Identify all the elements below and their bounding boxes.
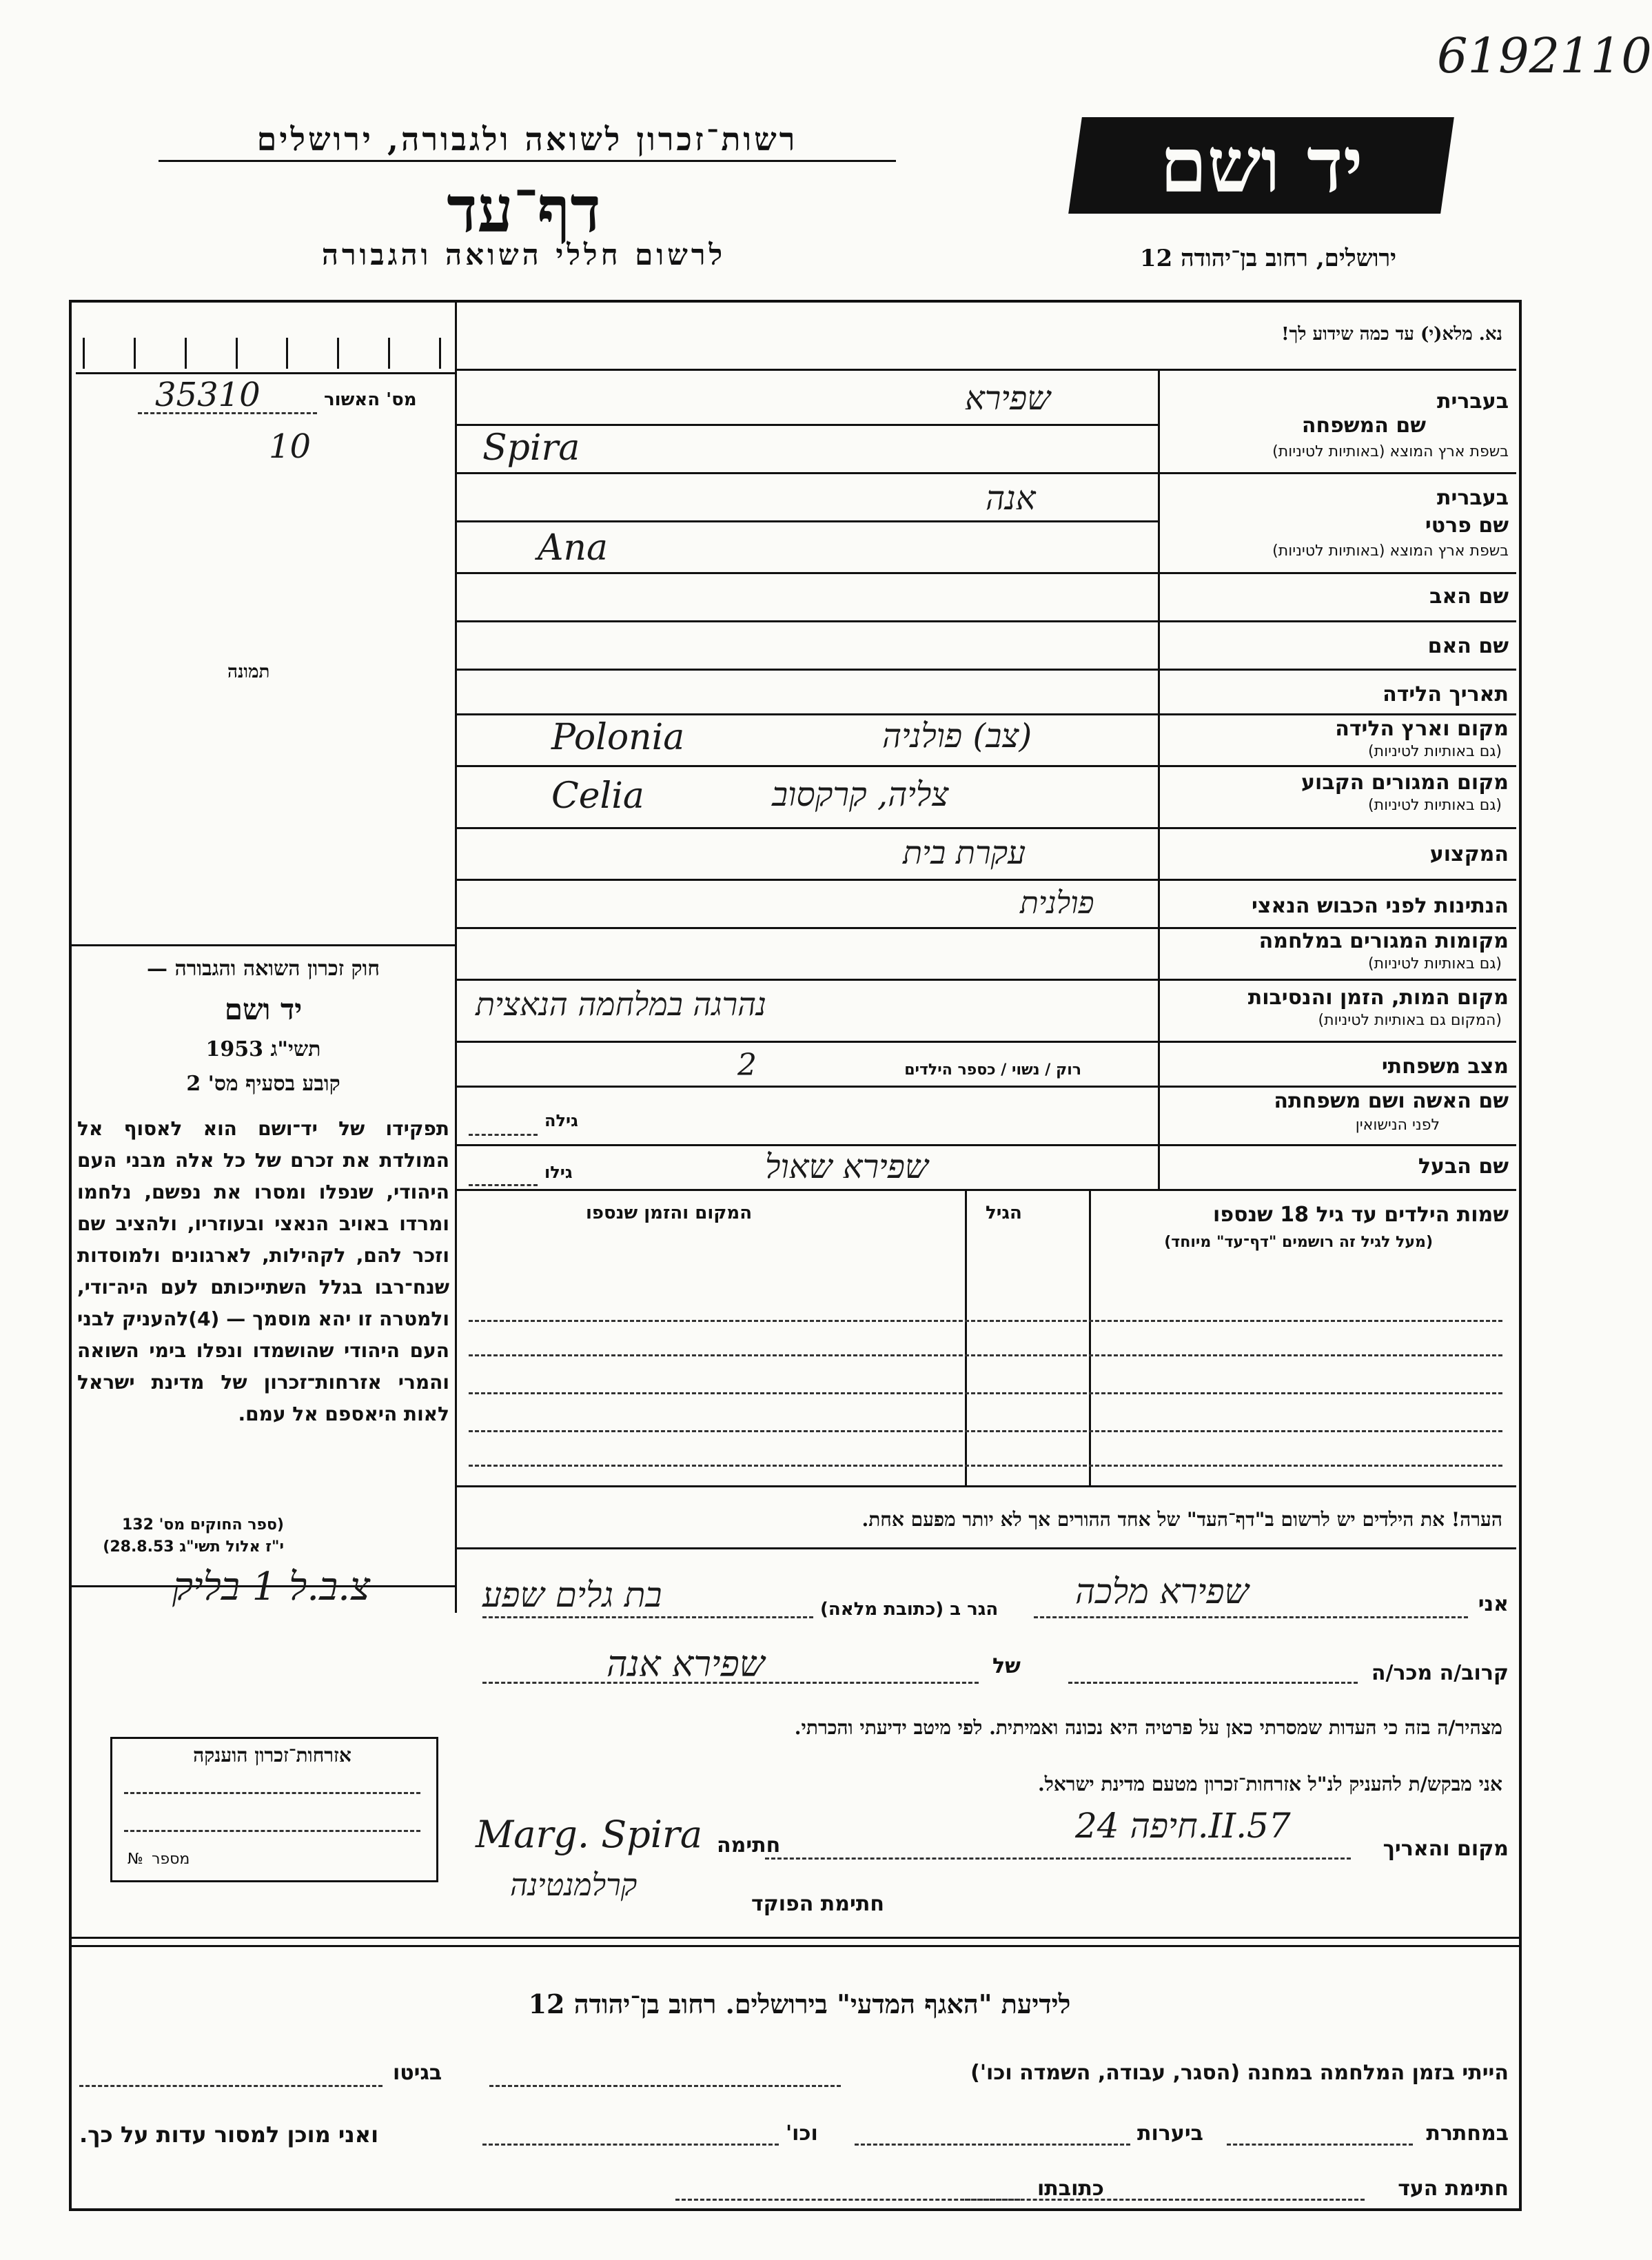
child-row-line xyxy=(469,1465,1502,1467)
field-1-mid xyxy=(455,424,1158,426)
field-8-label: המקצוע xyxy=(1429,842,1509,866)
decl-resides-label: הגר ב (כתובת מלאה) xyxy=(820,1599,999,1620)
left-panel-divider xyxy=(455,300,457,1613)
decl-i-value: שפירא מלכה xyxy=(1075,1571,1249,1611)
field-7-value-latin: Celia xyxy=(551,775,644,817)
law-year: תשי"ג 1953 xyxy=(205,1037,321,1061)
photo-label: תמונה xyxy=(227,662,270,682)
children-col-age: הגיל xyxy=(986,1203,1022,1223)
field-1-tag: בעברית xyxy=(1437,389,1509,414)
registration-label: מס' האשור xyxy=(324,389,417,410)
children-sub: (מעל לגיל זה רושמים "דף־עד" מיוחד) xyxy=(1164,1234,1433,1251)
decl-resides-value: בת גלים שפע xyxy=(482,1575,662,1615)
field-1-sub: בשפת ארץ המוצא (באותיות לטיניות) xyxy=(1272,443,1509,460)
field-2-value-he: אנה xyxy=(986,479,1036,518)
footer-l1-line-2 xyxy=(79,2085,383,2087)
field-11-value: נהרגה במלחמה הנאצית xyxy=(476,986,767,1023)
field-8-value: עקרת בית xyxy=(903,834,1026,871)
field-10-sub: (גם באותיות לטיניות) xyxy=(1368,955,1502,973)
yad-vashem-logo: יד ושם xyxy=(1068,117,1454,214)
decl-officer-value: קרלמנטינה xyxy=(510,1868,638,1903)
footer-l2-a: במחתרת xyxy=(1426,2121,1509,2146)
decl-request: אני מבקש/ת להעניק לנ"ל אזרחות־זכרון מטעם מדינת ישראל. xyxy=(1037,1773,1502,1795)
husband-rule xyxy=(455,1189,1516,1191)
citizenship-line-1 xyxy=(124,1792,420,1794)
husband-age-line xyxy=(469,1184,538,1186)
decl-place-date-value: חיפה 24.II.57 xyxy=(1075,1806,1291,1846)
decl-place-date-label: מקום והאריך xyxy=(1383,1837,1509,1861)
registration-value-2: 10 xyxy=(269,427,312,466)
law-top-rule xyxy=(69,944,456,946)
field-6-sub: (גם באותיות לטיניות) xyxy=(1368,743,1502,760)
footer-l3-a: חתימת העד xyxy=(1398,2177,1509,2201)
field-7-sub: (גם באותיות לטיניות) xyxy=(1368,797,1502,814)
law-title: חוק זכרון השואה והגבורה — xyxy=(147,957,380,981)
field-11-rule xyxy=(455,1041,1516,1043)
children-col-place: המקום והזמן שנספו xyxy=(586,1203,753,1223)
page-title: דף־עד xyxy=(447,172,601,247)
footer-l1-a: הייתי בזמן המלחמה במחנה (הסגר, עבודה, השמדה וכו') xyxy=(970,2061,1509,2085)
field-2-mid xyxy=(455,520,1158,522)
footer-l2-d: ואני מוכן למסור עדות על כך. xyxy=(79,2121,379,2148)
field-13-sub: לפני הנישואין xyxy=(1355,1117,1440,1134)
husband-label: שם הבעל xyxy=(1418,1154,1509,1179)
field-4-label: שם האם xyxy=(1427,634,1509,658)
decl-i-line xyxy=(1034,1616,1468,1618)
decl-signature-label: חתימה xyxy=(717,1833,781,1857)
field-6-value-latin: Polonia xyxy=(551,717,685,758)
intro-text: נא. מלא(י) עד כמה שידוע לך! xyxy=(1281,324,1502,345)
decl-place-date-line xyxy=(765,1857,1351,1860)
authority-heading: רשות־זכרון לשואה ולגבורה, ירושלים xyxy=(256,121,798,158)
field-3-rule xyxy=(455,620,1516,622)
footer-l3-line-2 xyxy=(675,2199,1020,2201)
field-2-value-latin: Ana xyxy=(538,527,609,569)
field-11-sub: (המקום גם באותיות לטיניות) xyxy=(1318,1012,1502,1029)
field-1-value-he: שפירא xyxy=(965,379,1051,418)
field-9-label: הנתינות לפני הכבוש הנאצי xyxy=(1252,894,1509,918)
footer-rule-1 xyxy=(69,1937,1519,1939)
field-3-label: שם האב xyxy=(1429,584,1509,609)
husband-value: שפירא שאול xyxy=(765,1148,928,1186)
field-13-age-line xyxy=(469,1134,538,1136)
decl-of-value: שפירא אנה xyxy=(606,1644,765,1685)
field-8-rule xyxy=(455,879,1516,881)
archive-number: 6192110 xyxy=(1437,28,1652,84)
footer-l2-b: ביערות xyxy=(1137,2121,1203,2146)
decl-resides-line xyxy=(482,1616,813,1618)
decl-signature-value: Marg. Spira xyxy=(476,1813,703,1856)
footer-l1-line-1 xyxy=(489,2085,841,2087)
child-row-line xyxy=(469,1320,1502,1322)
decl-i-label: אני xyxy=(1478,1592,1509,1616)
citizenship-no-symbol: № xyxy=(128,1851,143,1868)
field-7-value-he: צליה, קרקסוב xyxy=(772,775,949,814)
footer-l3-b: כתובתו xyxy=(1037,2177,1104,2201)
field-1-value-latin: Spira xyxy=(482,427,580,469)
field-2-rule xyxy=(455,572,1516,574)
field-13-rule xyxy=(455,1144,1516,1146)
field-13-age-label: גילה xyxy=(544,1111,578,1130)
footer-l2-line-3 xyxy=(482,2144,779,2146)
footer-title: לידיעת "האגף המדעי" בירושלים. רחוב בן־יהודה 12 xyxy=(528,1988,1071,2019)
field-12-sub: רוק / נשוי / כספר הילדים xyxy=(904,1061,1081,1079)
law-clause: קובע בסעיף מס' 2 xyxy=(186,1072,340,1096)
child-row-line xyxy=(469,1430,1502,1432)
footer-l2-c: וכו' xyxy=(786,2121,818,2146)
field-2-label: שם פרטי xyxy=(1425,513,1509,538)
field-2-sub: בשפת ארץ המוצא (באותיות לטיניות) xyxy=(1272,542,1509,560)
footer-l2-line-1 xyxy=(1227,2144,1413,2146)
field-9-value: פולנית xyxy=(1020,886,1094,921)
decl-statement: מצהיר/ה בזה כי העדות שמסרתי כאן על פרטיה היא נכונה ואמיתית. לפי מיטב ידיעתי והכרתי. xyxy=(794,1716,1502,1739)
note-rule xyxy=(455,1547,1516,1549)
children-divider-2 xyxy=(965,1189,967,1485)
field-5-rule xyxy=(455,713,1516,715)
field-2-tag: בעברית xyxy=(1437,486,1509,510)
field-6-value-he: (צב) פולניה xyxy=(882,717,1032,755)
registration-value: 35310 xyxy=(155,376,261,414)
law-ref-1: (ספר החוקים מס' 132 xyxy=(121,1516,284,1534)
tick-row xyxy=(83,338,441,369)
child-row-line xyxy=(469,1354,1502,1356)
field-4-rule xyxy=(455,669,1516,671)
law-ref-2: י"ז אלול תשי"ג 28.8.53) xyxy=(103,1538,284,1556)
decl-officer-label: חתימת הפוקד xyxy=(751,1892,884,1916)
decl-relative-label: קרוב/ה מכר/ה xyxy=(1371,1661,1509,1685)
header-underline xyxy=(159,160,896,162)
field-7-label: מקום המגורים הקבוע xyxy=(1301,771,1509,795)
footer-l1-b: בגיטו xyxy=(393,2061,442,2085)
child-row-line xyxy=(469,1392,1502,1394)
page-subtitle: לרשום חללי השואה והגבורה xyxy=(321,238,726,272)
decl-relative-line xyxy=(1068,1682,1358,1684)
footer-l2-line-2 xyxy=(855,2144,1130,2146)
label-column-divider xyxy=(1158,369,1160,1189)
husband-age-label: גילו xyxy=(544,1163,573,1182)
decl-of-label: של xyxy=(992,1654,1021,1678)
children-label: שמות הילדים עד גיל 18 שנספו xyxy=(1213,1203,1509,1227)
citizenship-number-label: מספר xyxy=(152,1851,190,1868)
field-1-label: שם המשפחה xyxy=(1301,414,1426,438)
field-12-label: מצב משפחתי xyxy=(1381,1055,1509,1079)
field-5-label: תאריך הלידה xyxy=(1383,682,1509,706)
field-10-label: מקומות המגורים במלחמה xyxy=(1258,929,1509,953)
field-12-value: 2 xyxy=(737,1048,757,1083)
handwritten-note: צ.ב.ל 1 בליק xyxy=(172,1565,371,1609)
field-10-rule xyxy=(455,979,1516,981)
header-address: ירושלים, רחוב בן־יהודה 12 xyxy=(1139,245,1397,272)
footer-l3-line-1 xyxy=(965,2199,1365,2201)
field-6-rule xyxy=(455,765,1516,767)
field-13-label: שם האשה ושם משפחתה xyxy=(1274,1089,1509,1113)
tick-baseline xyxy=(76,372,455,374)
field-11-label: מקום המות, הזמן והנסיבות xyxy=(1247,986,1509,1010)
law-name: יד ושם xyxy=(224,992,303,1026)
citizenship-box-title: אזרחות־זכרון הוענקה xyxy=(193,1744,351,1767)
field-1-rule xyxy=(455,472,1516,474)
footer-rule-2 xyxy=(69,1945,1519,1947)
citizenship-line-2 xyxy=(124,1830,420,1832)
children-rule xyxy=(455,1485,1516,1487)
field-6-label: מקום וארץ הלידה xyxy=(1335,717,1509,741)
field-12-rule xyxy=(455,1086,1516,1088)
children-note: הערה! את הילדים יש לרשום ב"דף־העד" של אחד ההורים אך לא יותר מפעם אחת. xyxy=(861,1508,1502,1531)
intro-rule xyxy=(455,369,1516,371)
law-body: תפקידו של יד־ושם הוא לאסוף אל המולדת את זכרם של כל אלה מבני העם היהודי, שנפלו ומסרו את נפשם, נלחמו ומרדו באויב הנאצי ובעוזריו, ולהציב שם וזכר להם, לקהילות, לארגונים ולמוסדות שנח־רבו בגלל השתייכותם לעם היה־ודי, ולמטרה זו יהא מוסמך — (4)להעניק לבני העם היהודי שהושמדו ונפלו בימי השואה והמרי אזרחות־זכרון של מדינת ישראל לאות היאספם אל עמם. xyxy=(77,1117,449,1425)
field-7-rule xyxy=(455,827,1516,829)
children-divider-1 xyxy=(1089,1189,1091,1485)
registration-line xyxy=(138,412,317,414)
decl-of-line xyxy=(482,1682,979,1684)
